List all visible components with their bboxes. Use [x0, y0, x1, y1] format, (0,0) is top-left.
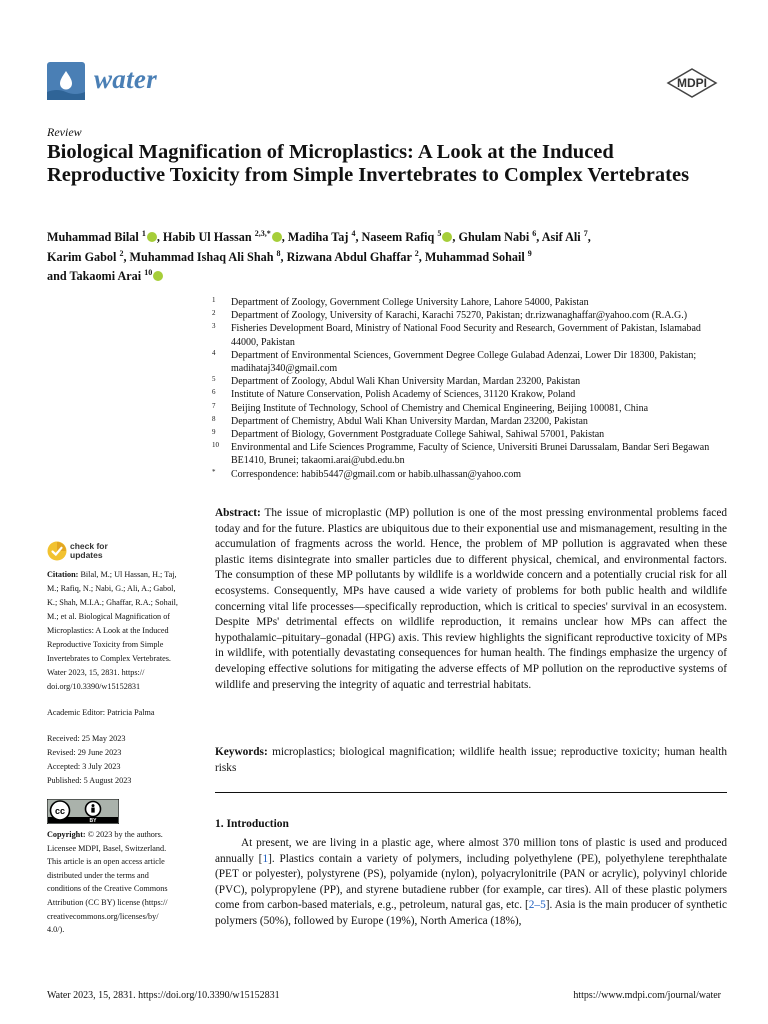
affiliation-item: 7 Beijing Institute of Technology, School of Chemistry and Chemical Engineering, Beijing 100081, China	[212, 401, 649, 414]
author-name[interactable]: Naseem Rafiq $^5$	[362, 230, 453, 244]
abstract-text: The issue of microplastic (MP) pollution is one of the most pressing environmental problems faced today and for the future. Plastics are ubiquitous due to their exponential use and mismanagement, resulting in the accumulation of fragments across the world. Hence, the problem of MP pollution is aggravated when these plastic items disintegrate into smaller particles due to different physical, chemical, and environmental factors. The consumption of these MP pollutants by wildlife is a worldwide concern and a potentially crucial risk for all ecosystems. Consequently, MPs have caused a wide variety of problems for both public health and wildlife concerning vital life processes—specifically reproduction, which is critical to species' survival in an ecosystem. Despite MPs' detrimental effects on wildlife reproduction, it remains unclear how MPs can affect the hypothalamic–pituitary–gonadal (HPG) axis. This review highlights the significant reproductive toxicity of MPs in wildlife, with potentially devastating consequences for human health. The findings emphasize the urgency of developing effective solutions for mitigating the adverse effects of MP pollution on the reproductive systems of wildlife and preserving the integrity of aquatic and terrestrial habitats.	[215, 507, 727, 691]
author-name[interactable]: Ghulam Nabi $^6$	[458, 229, 537, 245]
citation-line: Water 2023, 15, 2831. https://	[47, 668, 145, 677]
citation-line: M.; Rafiq, N.; Nabi, G.; Ali, A.; Gabol,	[47, 584, 176, 593]
affiliations	[212, 296, 727, 481]
publisher-logo[interactable]	[666, 68, 718, 98]
keywords-text: microplastics; biological magnification; wildlife health issue; reproductive toxicity; human health risks	[215, 746, 728, 774]
intro-text-3: ]. Asia is the main producer of synthetic polymers (50%), followed by Europe (19%), North America (18%),	[215, 899, 727, 927]
affiliation-item: 3 Fisheries Development Board, Ministry of National Food Security and Research, Government of Pakistan, Islamabad 44000, Pakistan	[212, 322, 701, 348]
orcid-icon[interactable]	[272, 232, 282, 242]
keywords	[215, 745, 727, 776]
affiliation-item: 9 Department of Biology, Government Postgraduate College Sahiwal, Sahiwal 57001, Pakistan	[212, 428, 605, 441]
date-published: Published: 5 August 2023	[47, 776, 132, 785]
introduction-paragraph	[215, 836, 727, 930]
citation-line: K.; Shah, M.I.A.; Ghaffar, R.A.; Sohail,	[47, 598, 178, 607]
publisher-name: MDPI	[677, 76, 707, 90]
abstract-label: Abstract:	[215, 507, 261, 519]
affiliation-item: * Correspondence: habib5447@gmail.com or habib.ulhassan@yahoo.com	[212, 467, 522, 480]
cc-by-license-badge[interactable]	[47, 799, 119, 824]
footer-citation[interactable]: Water 2023, 15, 2831. https://doi.org/10.3390/w15152831	[47, 990, 280, 1001]
intro-text-2: ]. Plastics contain a variety of polymers, including polyethylene (PE), polyethylene terephthalate (PET or polyester), polystyrene (PS), polyamide (nylon), polyacrylonitrile (PAN or acrylic), polyvinyl chloride (PVC), polypropylene (PP), and styrene butadiene rubber (for example, car tires). All of these plastic polymers come from carbon-based materials, e.g., petroleum, natural gas, etc. [	[215, 852, 727, 912]
footer-journal-url[interactable]: https://www.mdpi.com/journal/water	[573, 990, 721, 1001]
author-list: Muhammad Bilal $^1$ , Habib Ul Hassan $^{2,3,*}$ , Madiha Taj $^4$, Naseem Rafiq $^5$ , Ghulam Nabi $^6$, Asif Ali $^7$, Karim Gabol $^2$, Muhammad Ishaq Ali Shah $^8$, Rizwana Abdul Ghaffar $^2$, Muhammad Sohail $^9$ and Takaomi Arai $^{10}$	[47, 229, 591, 284]
author-name[interactable]: Habib Ul Hassan $^{2,3,*}$	[163, 230, 282, 244]
affiliation-item: 4 Department of Environmental Sciences, Government Degree College Gulabad Adenzai, Lower Dir 18300, Pakistan; madihataj340@gmail.com	[212, 348, 697, 375]
citation-link[interactable]: 2–5	[528, 899, 546, 912]
affiliation-item: 6 Institute of Nature Conservation, Polish Academy of Sciences, 31120 Krakow, Poland	[212, 388, 576, 401]
copyright-notice	[47, 828, 197, 937]
journal-name[interactable]: water	[94, 64, 158, 94]
author-name[interactable]: Madiha Taj $^4$	[287, 229, 356, 245]
citation-line: Citation: Bilal, M.; Ul Hassan, H.; Taj,	[47, 570, 177, 579]
author-name[interactable]: Karim Gabol $^2$	[47, 248, 124, 264]
date-revised: Revised: 29 June 2023	[47, 748, 122, 757]
check-updates-icon	[47, 541, 67, 561]
citation-line: M.; et al. Biological Magnification of	[47, 612, 171, 621]
affiliation-item: 2 Department of Zoology, University of Karachi, Karachi 75270, Pakistan; dr.rizwanaghaffar@yahoo.com (R.A.G.)	[212, 309, 688, 322]
author-name[interactable]: Muhammad Sohail $^9$	[424, 248, 532, 264]
citation-line: Reproductive Toxicity from Simple	[47, 640, 164, 649]
orcid-icon[interactable]	[147, 232, 157, 242]
copyright-line: Licensee MDPI, Basel, Switzerland.	[47, 843, 167, 853]
author-name[interactable]: Rizwana Abdul Ghaffar $^2$	[286, 248, 419, 264]
copyright-line: This article is an open access article	[47, 857, 165, 867]
copyright-line: distributed under the terms and	[47, 870, 149, 880]
date-accepted: Accepted: 3 July 2023	[47, 762, 121, 771]
date-received: Received: 25 May 2023	[47, 734, 126, 743]
dates-block	[47, 732, 197, 788]
copyright-line: Copyright: © 2023 by the authors.	[47, 830, 163, 839]
check-for-updates-button[interactable]	[47, 541, 127, 563]
citation-line: Invertebrates to Complex Vertebrates.	[47, 654, 171, 663]
check-updates-line2: updates	[70, 550, 103, 560]
orcid-icon[interactable]	[442, 232, 452, 242]
citation-line: Microplastics: A Look at the Induced	[47, 626, 169, 635]
copyright-line: Attribution (CC BY) license (https://	[47, 897, 168, 907]
svg-text:BY: BY	[89, 818, 97, 824]
citation-text	[47, 568, 197, 694]
author-name[interactable]: Takaomi Arai $^{10}$	[69, 269, 163, 283]
affiliation-item: 5 Department of Zoology, Abdul Wali Khan University Mardan, Mardan 23200, Pakistan	[212, 375, 581, 388]
copyright-line: creativecommons.org/licenses/by/	[47, 911, 159, 921]
citation-line: doi.org/10.3390/w15152831	[47, 682, 141, 691]
article-info-sidebar	[47, 568, 197, 800]
citation-block	[47, 568, 197, 694]
orcid-icon[interactable]	[153, 271, 163, 281]
citation-link[interactable]: 1	[262, 852, 269, 865]
journal-logo	[47, 62, 85, 100]
copyright-line: 4.0/).	[47, 925, 65, 935]
academic-editor: Academic Editor: Patricia Palma	[47, 708, 155, 717]
keywords-label: Keywords:	[215, 746, 268, 758]
article-type: Review	[47, 125, 82, 139]
affiliation-item: 1 Department of Zoology, Government College University Lahore, Lahore 54000, Pakistan	[212, 296, 589, 308]
water-drop-icon	[47, 62, 85, 100]
affiliation-item: 10 Environmental and Life Sciences Programme, Faculty of Science, Universiti Brunei Darussalam, Bandar Seri Begawan BE1410, Brunei; takaomi.arai@ubd.edu.bn	[212, 441, 710, 467]
author-name[interactable]: Asif Ali $^7$	[541, 229, 588, 245]
intro-text-1: At present, we are living in a plastic age, where almost 370 million tons of plastic is used and produced annually [	[215, 837, 727, 865]
section-heading: 1. Introduction	[215, 818, 289, 830]
check-updates-line1: check for	[70, 541, 108, 551]
affiliation-item: 8 Department of Chemistry, Abdul Wali Khan University Mardan, Mardan 23200, Pakistan	[212, 414, 588, 427]
article-title: Biological Magnification of Microplastics: A Look at the Induced Reproductive Toxicity from Simple Invertebrates to Complex Vertebrates	[47, 141, 690, 186]
abstract	[215, 506, 727, 693]
svg-text:cc: cc	[54, 806, 66, 816]
copyright-line: conditions of the Creative Commons	[47, 884, 168, 894]
author-name[interactable]: Muhammad Ishaq Ali Shah $^8$	[129, 248, 281, 264]
section-divider	[215, 792, 727, 793]
author-name[interactable]: Muhammad Bilal $^1$	[47, 230, 157, 244]
